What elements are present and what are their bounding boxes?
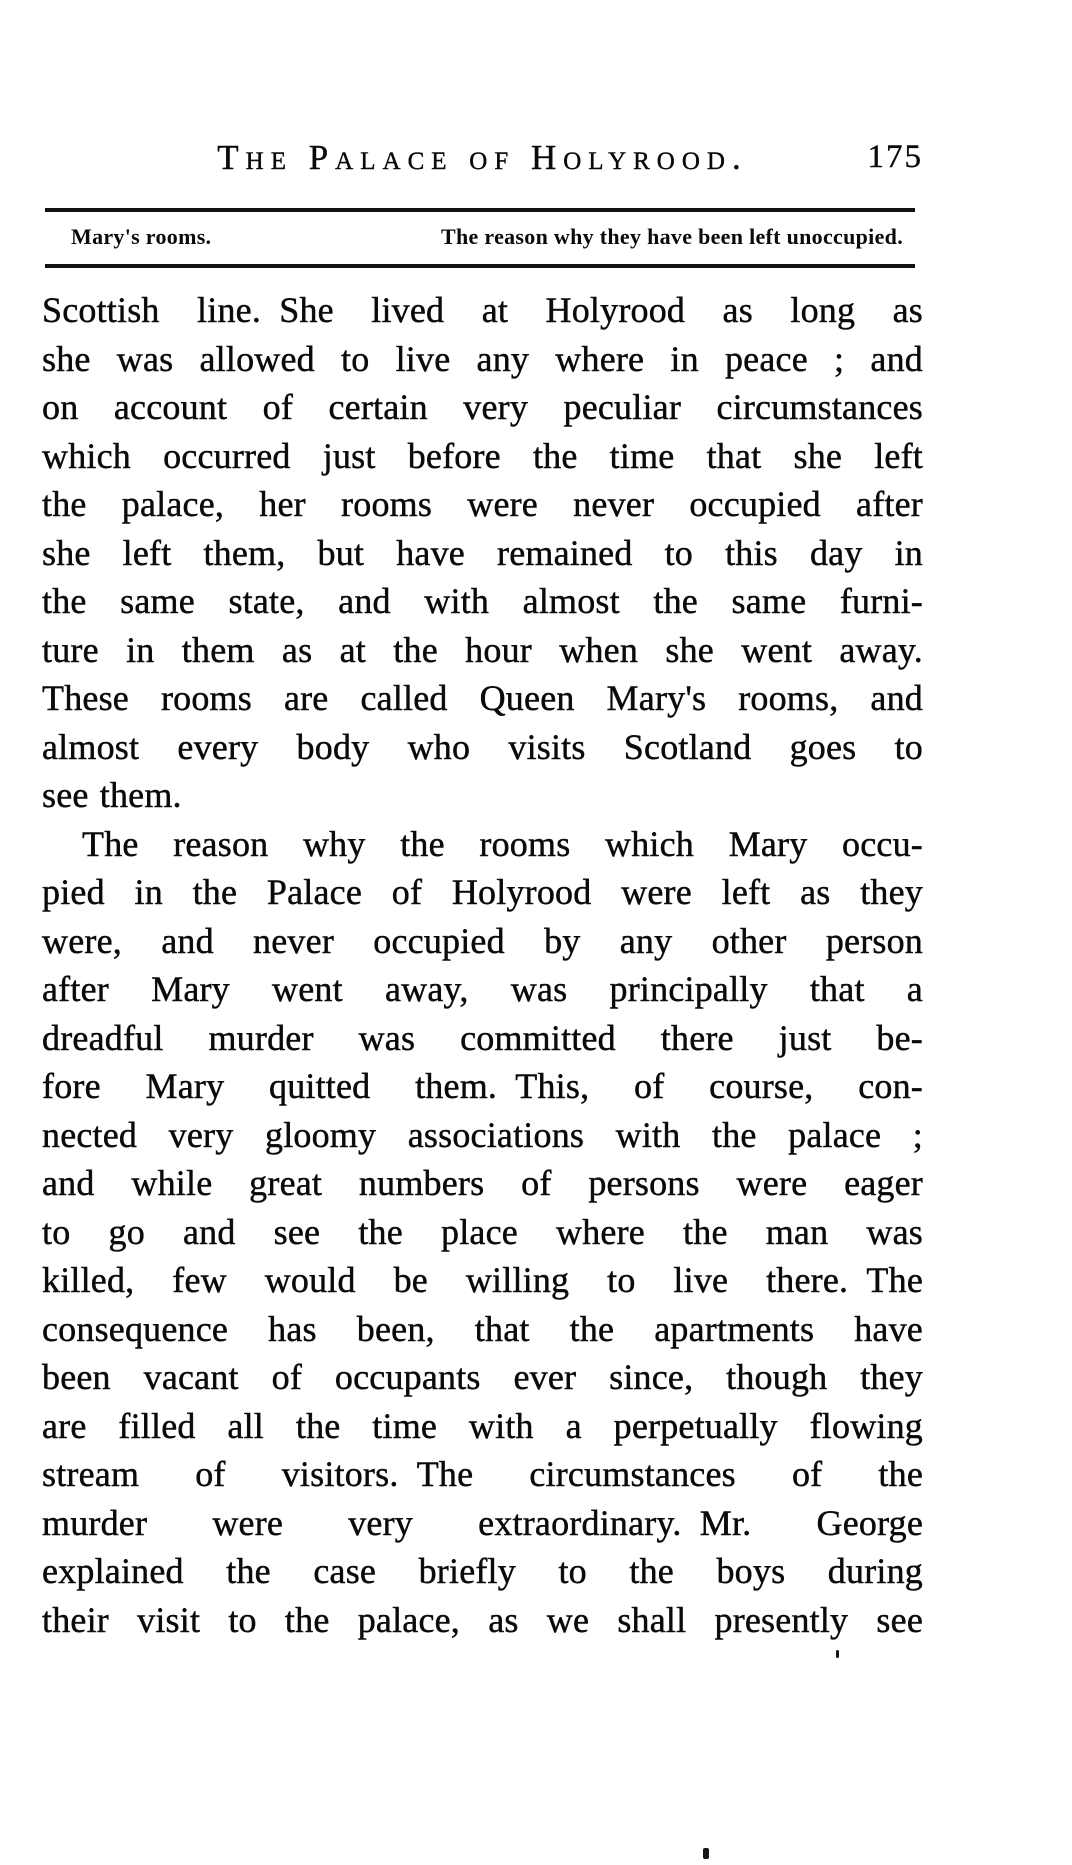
text-line: been vacant of occupants ever since, though they xyxy=(42,1357,923,1397)
text-line: consequence has been, that the apartments have xyxy=(42,1308,923,1349)
paragraph xyxy=(42,286,923,820)
text-line: nected very gloomy associations with the palace ; xyxy=(42,1114,923,1155)
text-line: see them. xyxy=(42,775,182,815)
running-head xyxy=(42,138,923,182)
ink-speck xyxy=(836,1650,839,1658)
text-line: the same state, and with almost the same furni- xyxy=(42,581,923,621)
text-line: are filled all the time with a perpetually flowing xyxy=(42,1405,923,1446)
text-line: stream of visitors. The circumstances of the xyxy=(42,1454,923,1494)
text-line: and while great numbers of persons were eager xyxy=(42,1163,923,1203)
text-line: explained the case briefly to the boys during xyxy=(42,1551,923,1591)
text-line: murder were very extraordinary. Mr. George xyxy=(42,1502,923,1543)
text-line: dreadful murder was committed there just be- xyxy=(42,1017,923,1058)
text-line: she was allowed to live any where in peace ; and xyxy=(42,338,923,379)
text-line: their visit to the palace, as we shall presently see xyxy=(42,1599,923,1640)
text-line: killed, few would be willing to live there. The xyxy=(42,1260,923,1300)
ink-speck xyxy=(703,1848,709,1859)
guide-word-right: The reason why they have been left unoccupied. xyxy=(441,224,903,249)
text-line: to go and see the place where the man was xyxy=(42,1211,923,1252)
guide-words-row xyxy=(45,212,915,264)
text-line: were, and never occupied by any other person xyxy=(42,920,923,961)
paragraph xyxy=(42,820,923,1645)
guide-words-rule-box xyxy=(45,208,915,268)
text-line: almost every body who visits Scotland goes to xyxy=(42,726,923,767)
text-line: ture in them as at the hour when she went away. xyxy=(42,629,923,670)
text-line: The reason why the rooms which Mary occu- xyxy=(82,823,923,864)
page-number: 175 xyxy=(867,139,923,175)
text-line: pied in the Palace of Holyrood were left as they xyxy=(42,872,923,912)
text-line: Scottish line. She lived at Holyrood as long as xyxy=(42,290,923,330)
page-body xyxy=(42,286,923,1644)
page-title: The Palace of Holyrood. xyxy=(217,138,748,177)
text-line: fore Mary quitted them. This, of course, con- xyxy=(42,1066,923,1106)
text-line: on account of certain very peculiar circumstances xyxy=(42,387,923,427)
text-line: which occurred just before the time that she left xyxy=(42,435,923,476)
text-line: These rooms are called Queen Mary's rooms, and xyxy=(42,678,923,718)
text-line: the palace, her rooms were never occupied after xyxy=(42,484,923,524)
text-line: she left them, but have remained to this day in xyxy=(42,532,923,573)
guide-word-left: Mary's rooms. xyxy=(71,224,212,249)
text-line: after Mary went away, was principally that a xyxy=(42,969,923,1009)
